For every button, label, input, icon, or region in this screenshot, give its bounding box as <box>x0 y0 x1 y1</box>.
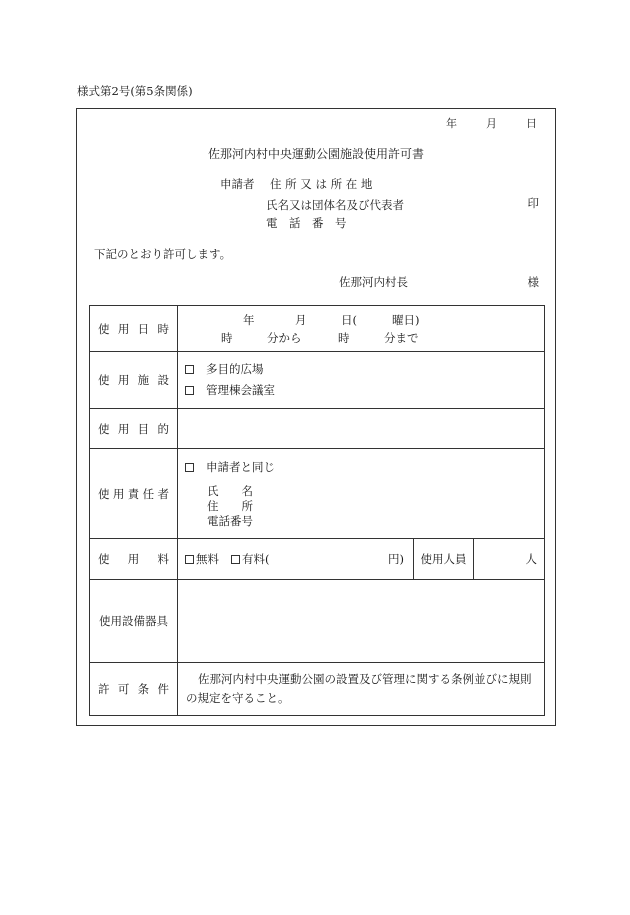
conditions-text: 佐那河内村中央運動公園の設置及び管理に関する条例並びに規則の規定を守ること。 <box>186 672 532 705</box>
applicant-label: 申請者 <box>220 177 255 191</box>
form-number: 様式第2号(第5条関係) <box>77 84 193 98</box>
end-minute: 分まで <box>384 330 419 345</box>
facility-option-plaza[interactable]: 多目的広場 <box>178 364 544 376</box>
checkbox-icon[interactable] <box>185 386 194 395</box>
permit-notice: 下記のとおり許可します。 <box>94 247 232 261</box>
fee-label: 使用料 <box>90 539 178 580</box>
date-time-label: 使用日時 <box>90 306 178 352</box>
facility-label: 使用施設 <box>90 352 178 409</box>
people-label: 使用人員 <box>414 539 474 580</box>
responsible-label: 使用責任者 <box>90 449 178 539</box>
checkbox-icon[interactable] <box>231 555 240 564</box>
conditions-value <box>178 663 545 716</box>
checkbox-icon[interactable] <box>185 365 194 374</box>
facility-option-meeting-room[interactable]: 管理棟会議室 <box>178 385 544 397</box>
table-row <box>90 449 545 539</box>
end-hour: 時 <box>338 330 350 345</box>
facility-options <box>178 352 545 409</box>
table-row <box>90 580 545 663</box>
mayor-honorific: 様 <box>527 275 539 289</box>
fee-value <box>178 539 414 580</box>
document-title: 佐那河内村中央運動公園施設使用許可書 <box>207 147 424 161</box>
applicant-name-label: 氏名又は団体名及び代表者 <box>266 198 404 212</box>
responsible-value <box>178 449 545 539</box>
fee-free-option[interactable]: 無料 <box>185 554 219 566</box>
fee-yen-unit: 円) <box>388 551 404 566</box>
issue-date <box>446 118 537 129</box>
responsible-address-label: 住 所 <box>207 498 253 513</box>
date-year: 年 <box>446 117 457 130</box>
purpose-label: 使用目的 <box>90 409 178 449</box>
table-row <box>90 306 545 352</box>
use-year: 年 <box>243 312 255 327</box>
fee-paid-option[interactable]: 有料( <box>231 554 270 566</box>
use-month: 月 <box>295 312 307 327</box>
equipment-value[interactable] <box>178 580 545 663</box>
date-time-value <box>178 306 545 352</box>
permit-details-table <box>89 305 545 716</box>
table-row <box>90 663 545 716</box>
date-day: 日 <box>526 117 537 130</box>
checkbox-icon[interactable] <box>185 463 194 472</box>
start-hour: 時 <box>221 330 233 345</box>
mayor-title: 佐那河内村長 <box>339 275 408 289</box>
use-weekday: 曜日) <box>392 312 420 327</box>
applicant-address-label: 住 所 又 は 所 在 地 <box>270 177 373 191</box>
purpose-value[interactable] <box>178 409 545 449</box>
start-minute: 分から <box>267 330 302 345</box>
table-row <box>90 409 545 449</box>
applicant-phone-label: 電 話 番 号 <box>266 216 347 230</box>
seal-mark: 印 <box>527 196 539 210</box>
responsible-name-label: 氏 名 <box>207 483 253 498</box>
responsible-phone-label: 電話番号 <box>207 513 253 528</box>
people-unit: 人 <box>474 539 545 580</box>
equipment-label: 使用設備器具 <box>90 580 178 663</box>
date-month: 月 <box>486 117 497 130</box>
use-day: 日( <box>341 312 357 327</box>
checkbox-icon[interactable] <box>185 555 194 564</box>
table-row <box>90 352 545 409</box>
conditions-label: 許可条件 <box>90 663 178 716</box>
table-row <box>90 539 545 580</box>
responsible-same-option[interactable]: 申請者と同じ <box>185 462 275 474</box>
